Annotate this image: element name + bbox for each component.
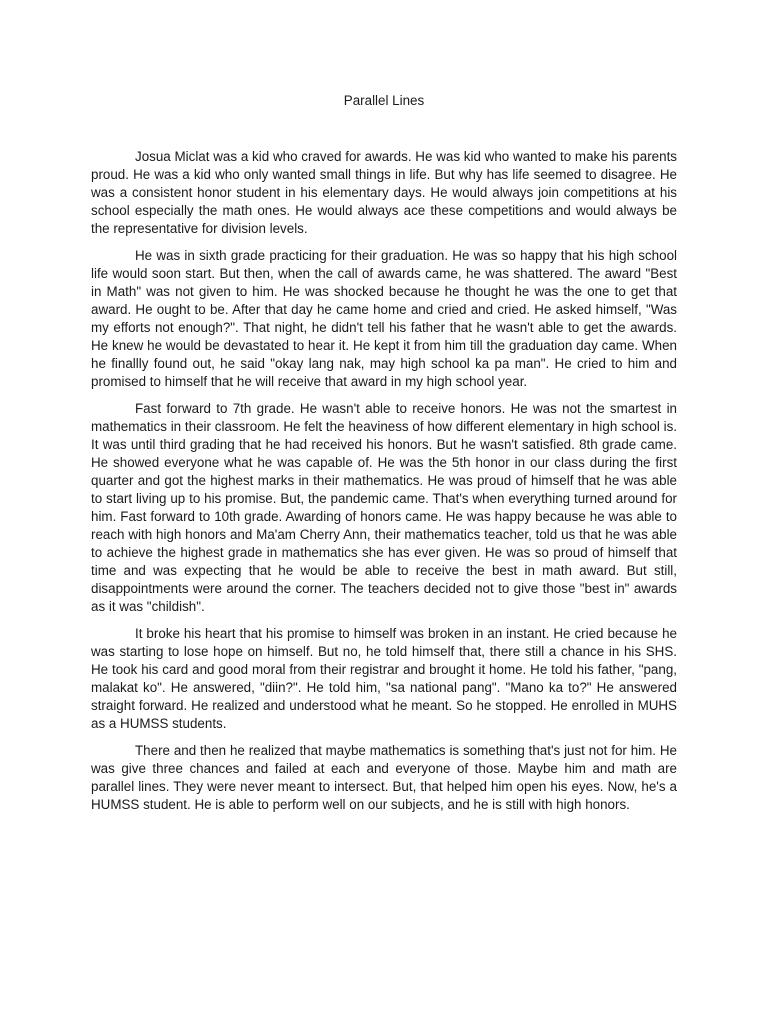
paragraph-4: It broke his heart that his promise to himself was broken in an instant. He cried because he was starting to lose hope on himself. But no, he told himself that, there still a chance in his SHS. He took his card and good moral from their registrar and brought it home. He told his father, "pang, malakat ko". He answered, "diin?". He told him, "sa national pang". "Mano ka to?" He answered straight forward. He realized and understood what he meant. So he stopped. He enrolled in MUHS as a HUMSS students. xyxy=(91,626,677,731)
paragraph-3: Fast forward to 7th grade. He wasn't able to receive honors. He was not the smartest in mathematics in their classroom. He felt the heaviness of how different elementary in high school is. It was until third grading that he had received his honors. But he wasn't satisfied. 8th grade came. He showed everyone what he was capable of. He was the 5th honor in our class during the first quarter and got the highest marks in their mathematics. He was proud of himself that he was able to start living up to his promise. But, the pandemic came. That's when everything turned around for him. Fast forward to 10th grade. Awarding of honors came. He was happy because he was able to reach with high honors and Ma'am Cherry Ann, their mathematics teacher, told us that he was able to achieve the highest grade in mathematics she has ever given. He was so proud of himself that time and was expecting that he would be able to receive the best in math award. But still, disappointments were around the corner. The teachers decided not to give those "best in" awards as it was "childish". xyxy=(91,401,677,614)
document-body xyxy=(91,148,677,823)
paragraph-1: Josua Miclat was a kid who craved for awards. He was kid who wanted to make his parents proud. He was a kid who only wanted small things in life. But why has life seemed to disagree. He was a consistent honor student in his elementary days. He would always join competitions at his school especially the math ones. He would always ace these competitions and would always be the representative for division levels. xyxy=(91,149,677,236)
paragraph-5: There and then he realized that maybe mathematics is something that's just not for him. He was give three chances and failed at each and everyone of those. Maybe him and math are parallel lines. They were never meant to intersect. But, that helped him open his eyes. Now, he's a HUMSS student. He is able to perform well on our subjects, and he is still with high honors. xyxy=(91,743,677,812)
document-title: Parallel Lines xyxy=(343,93,425,108)
paragraph-2: He was in sixth grade practicing for their graduation. He was so happy that his high school life would soon start. But then, when the call of awards came, he was shattered. The award "Best in Math" was not given to him. He was shocked because he thought he was the one to get that award. He ought to be. After that day he came home and cried and cried. He asked himself, "Was my efforts not enough?". That night, he didn't tell his father that he wasn't able to get the awards. He knew he would be devastated to hear it. He kept it from him till the graduation day came. When he finallly found out, he said "okay lang nak, may high school ka pa man". He cried to him and promised to himself that he will receive that award in my high school year. xyxy=(91,248,677,389)
